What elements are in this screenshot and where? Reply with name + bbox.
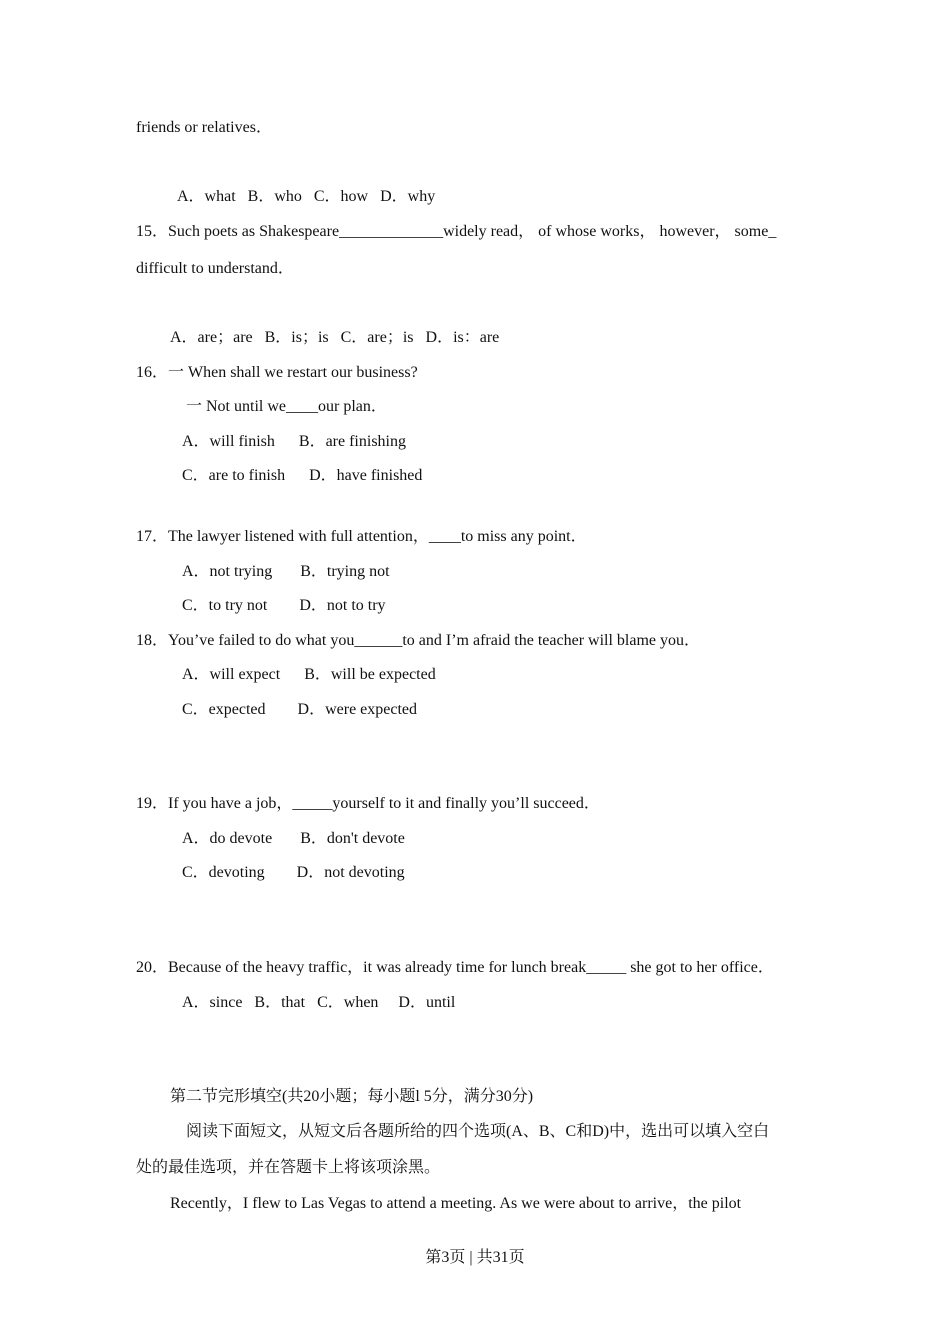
text-line: friends or relatives． [136,119,272,136]
q16-stem: 16．一 When shall we restart our business? [136,364,418,381]
q18-options-ab: A．will expect B．will be expected [182,666,436,683]
instructions: 阅读下面短文，从短文后各题所给的四个选项(A、B、C和D)中，选出可以填入空白 [186,1123,770,1140]
q17-options-cd: C．to try not D．not to try [182,597,386,614]
q19-options-cd: C．devoting D．not devoting [182,864,405,881]
q15-options: A．are；are B．is；is C．are；is D．is：are [170,329,500,346]
q20-stem: 20．Because of the heavy traffic，it was already time for lunch break_____ she got to her office． [136,959,774,976]
q15-stem: 15．Such poets as Shakespeare_____________widely read， of whose works， however， some_ [136,223,777,240]
q18-options-cd: C．expected D．were expected [182,701,418,718]
q18-stem: 18．You’ve failed to do what you______to and I’m afraid the teacher will blame you． [136,632,701,649]
q14-options: A．what B．who C．how D．why [177,188,436,205]
q15-stem-cont: difficult to understand． [136,260,294,277]
q17-options-ab: A．not trying B．trying not [182,563,390,580]
passage-first-line: Recently，I flew to Las Vegas to attend a meeting. As we were about to arrive，the pilot [170,1195,742,1212]
q16-options-cd: C．are to finish D．have finished [182,467,423,484]
q19-options-ab: A．do devote B．don't devote [182,830,405,847]
q16-reply: 一 Not until we____our plan． [186,398,387,415]
q17-stem: 17．The lawyer listened with full attention，____to miss any point． [136,528,587,545]
q20-options: A．since B．that C．when D．until [182,994,456,1011]
section-heading: 第二节完形填空(共20小题；每小题l 5分，满分30分) [170,1088,534,1105]
instructions-cont: 处的最佳选项，并在答题卡上将该项涂黑。 [136,1159,441,1176]
q19-stem: 19．If you have a job，_____yourself to it and finally you’ll succeed． [136,795,600,812]
q16-options-ab: A．will finish B．are finishing [182,433,406,450]
page-footer: 第3页 | 共31页 [425,1249,525,1266]
